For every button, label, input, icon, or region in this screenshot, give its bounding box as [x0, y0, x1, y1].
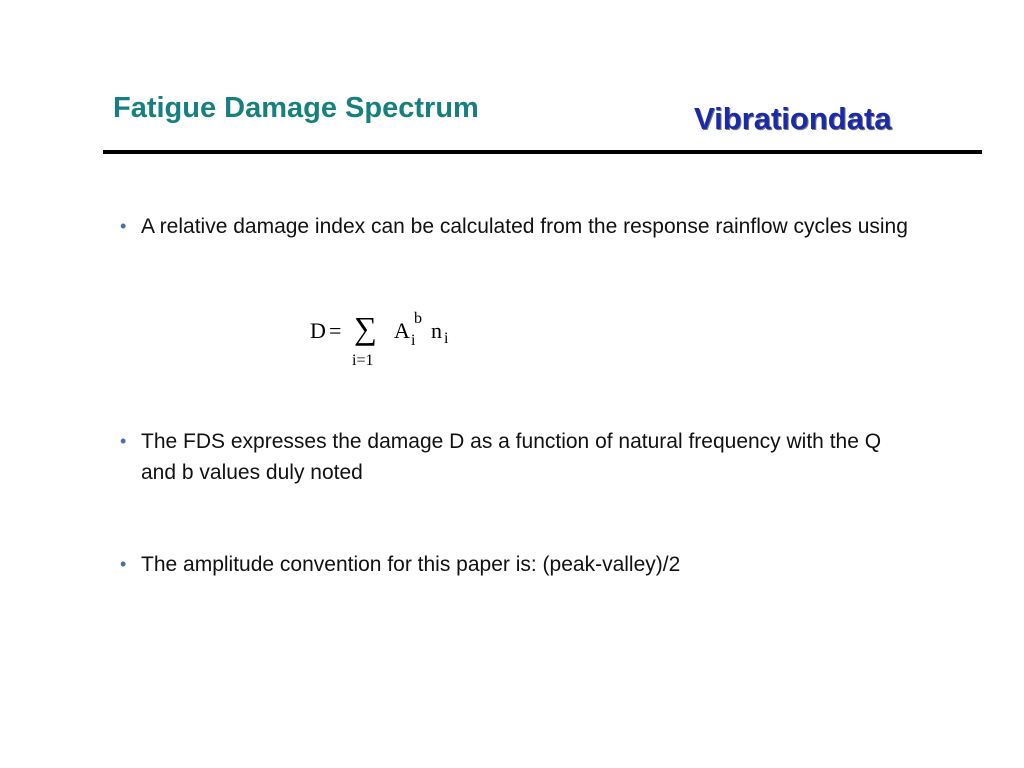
- damage-formula: [310, 308, 480, 378]
- brand-logo-text: Vibrationdata: [694, 101, 892, 136]
- bullet-text: The amplitude convention for this paper is: (peak-valley)/2: [141, 553, 681, 576]
- formula-factor-subscript: i: [444, 330, 449, 347]
- bullet-text: The FDS expresses the damage D as a function of natural frequency with the Q and b values duly noted: [141, 430, 882, 484]
- slide-title: Fatigue Damage Spectrum: [113, 92, 479, 124]
- formula-factor: n: [431, 318, 442, 343]
- formula-equals: =: [329, 318, 342, 343]
- bullet-text: A relative damage index can be calculated from the response rainflow cycles using: [141, 215, 908, 238]
- bullet-icon: •: [120, 431, 127, 451]
- formula-lhs: D: [310, 318, 326, 343]
- formula-term-exponent: b: [414, 310, 422, 327]
- summation-lower-limit: i=1: [352, 352, 374, 369]
- summation-icon: ∑: [354, 310, 377, 346]
- bullet-item: [120, 211, 910, 242]
- bullet-icon: •: [120, 554, 127, 574]
- title-divider: [103, 150, 982, 154]
- formula-term-subscript: i: [411, 332, 416, 349]
- bullet-icon: •: [120, 216, 127, 236]
- bullet-item: [120, 549, 910, 580]
- formula-term-base: A: [394, 318, 410, 343]
- bullet-item: [120, 426, 910, 488]
